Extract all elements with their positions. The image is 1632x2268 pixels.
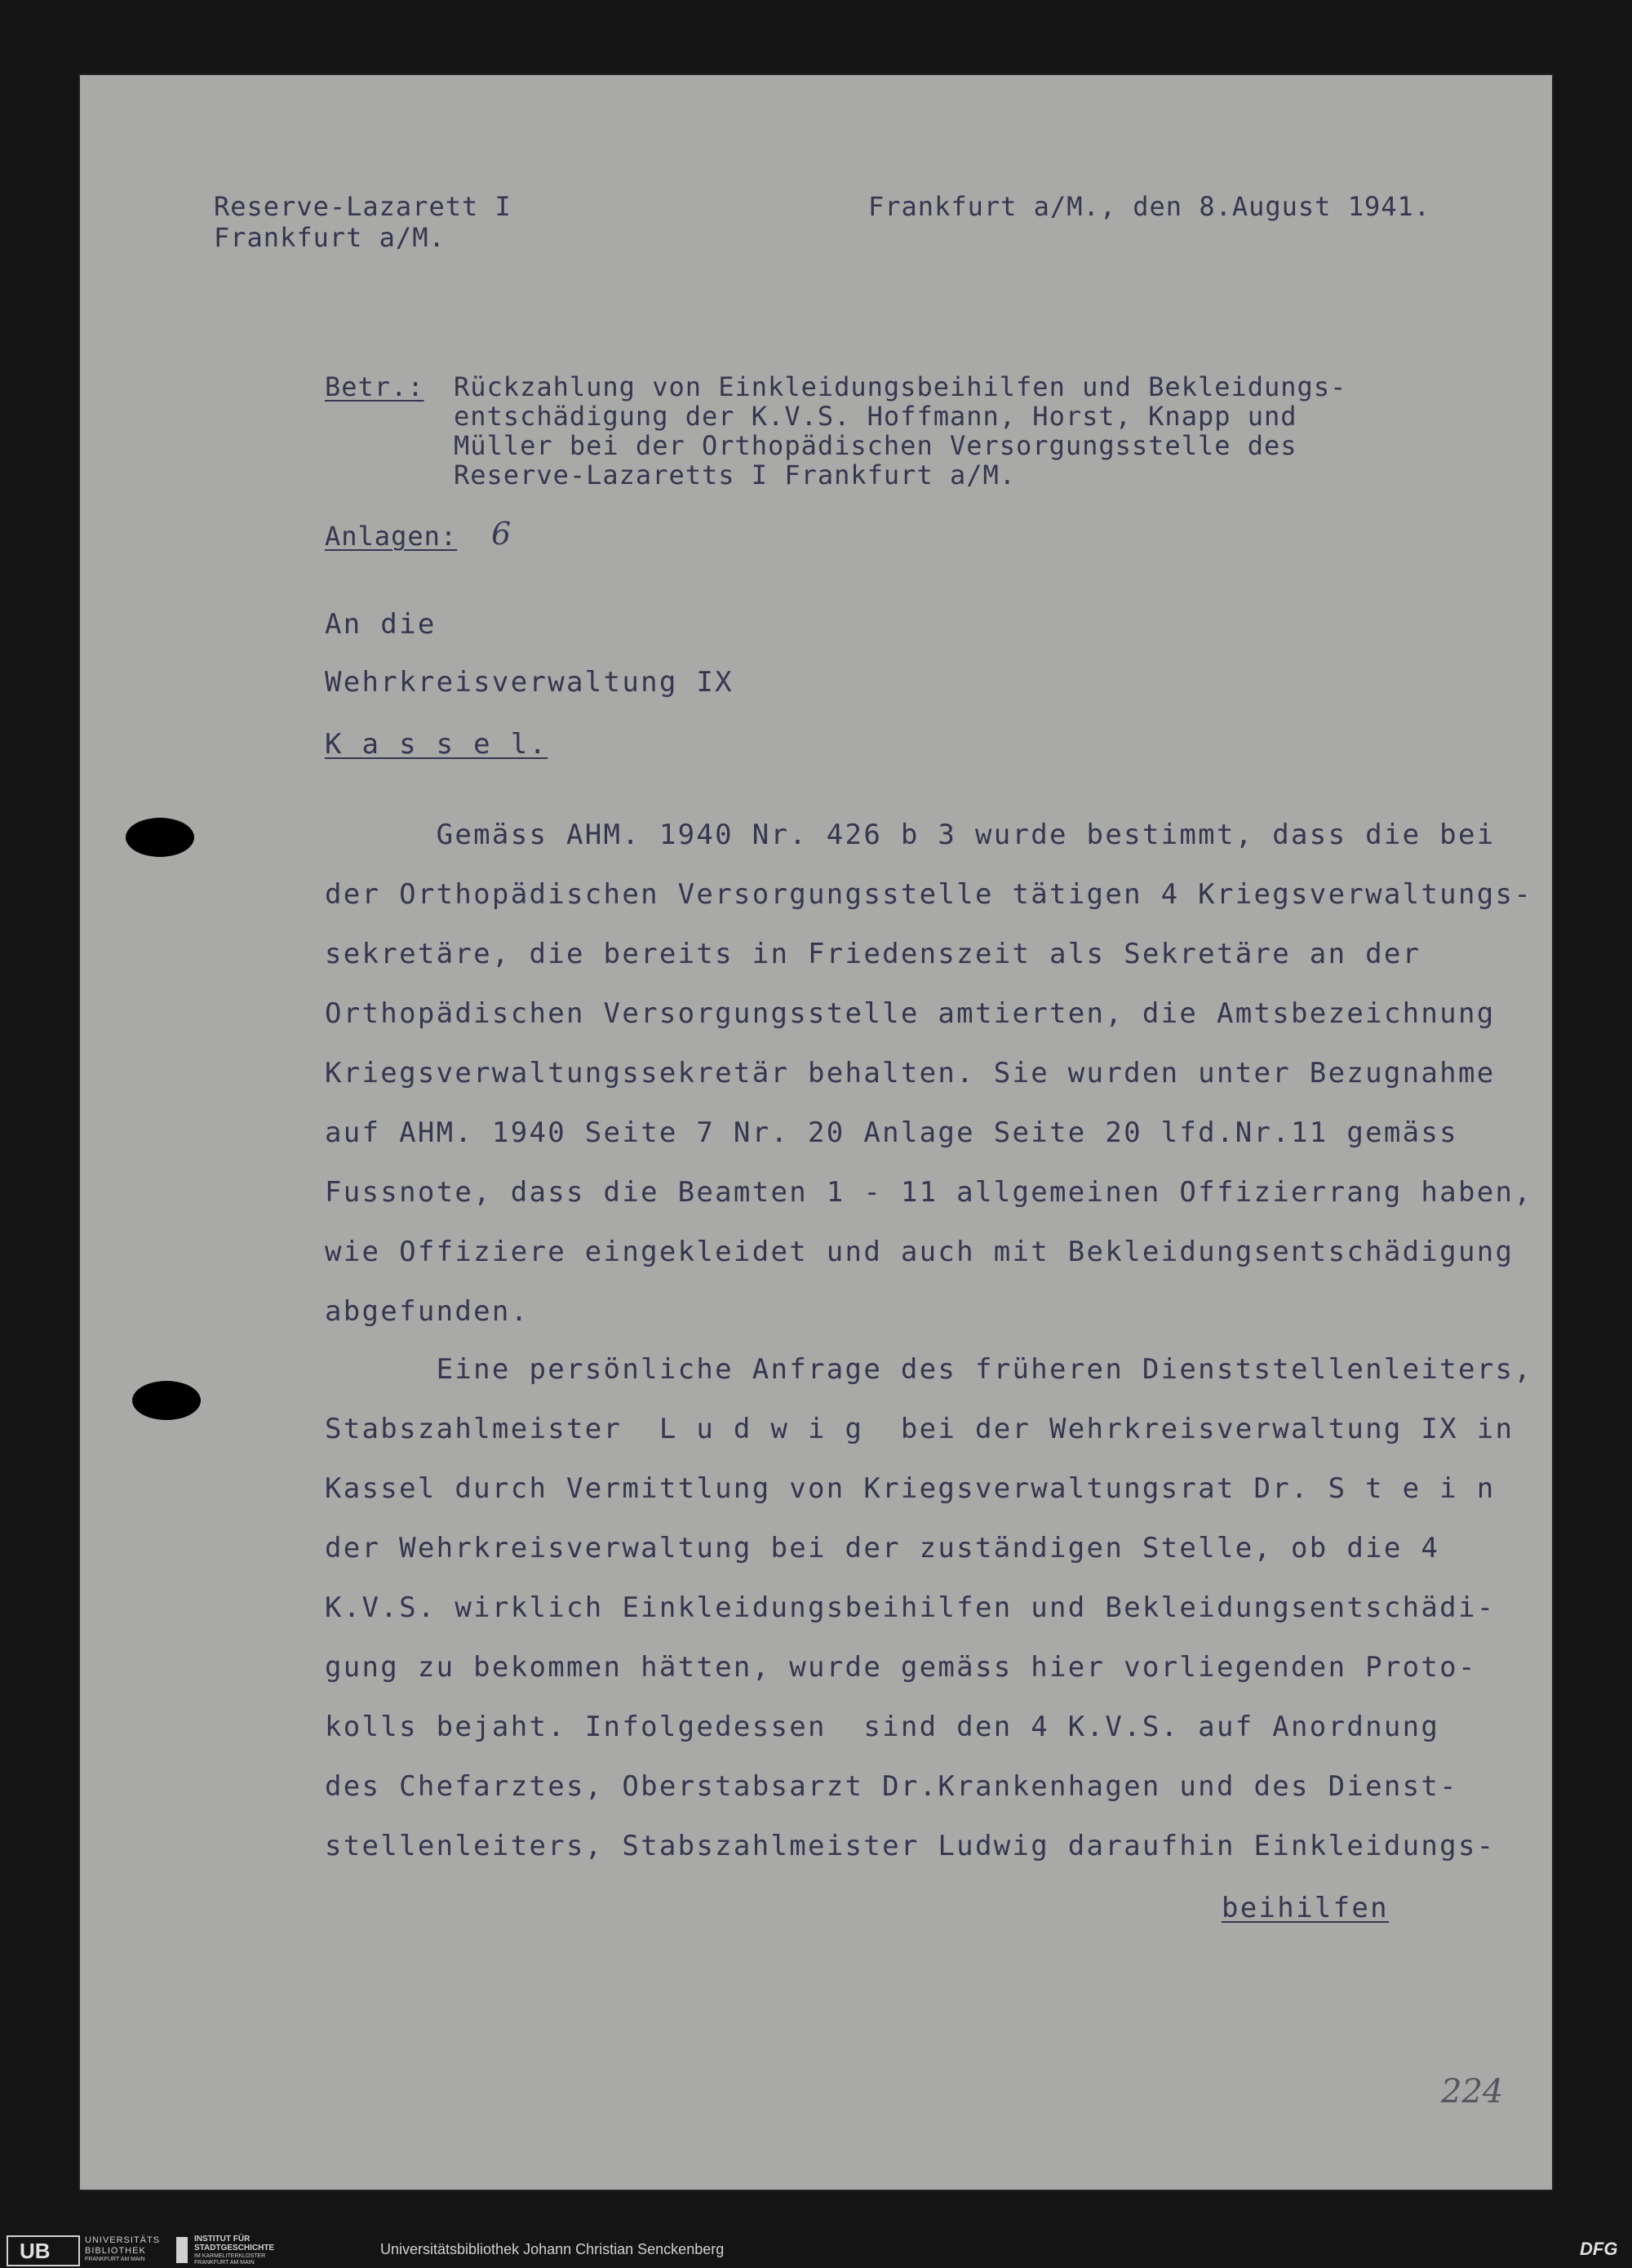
subject-line-4: Reserve-Lazaretts I Frankfurt a/M.	[454, 459, 1017, 490]
body-line-13: der Wehrkreisverwaltung bei der zuständigen Stelle, ob die 4	[325, 1532, 1440, 1565]
subject-line-2: entschädigung der K.V.S. Hoffmann, Horst, Knapp und	[454, 401, 1297, 432]
subject-line-3: Müller bei der Orthopädischen Versorgungsstelle des	[454, 430, 1297, 461]
institut-logo-bar	[176, 2237, 188, 2263]
credit-text: Universitätsbibliothek Johann Christian Senckenberg	[380, 2241, 725, 2257]
subject-label: Betr.:	[325, 371, 424, 402]
continuation-word: beihilfen	[1222, 1892, 1389, 1924]
body-line-18: stellenleiters, Stabszahlmeister Ludwig daraufhin Einkleidungs-	[325, 1830, 1496, 1862]
body-line-7: Fussnote, dass die Beamten 1 - 11 allgemeinen Offizierrang haben,	[325, 1176, 1533, 1209]
body-line-10: Eine persönliche Anfrage des früheren Dienststellenleiters,	[325, 1353, 1533, 1386]
sender-line-2: Frankfurt a/M.	[214, 222, 446, 253]
ub-logo-text-1: UNIVERSITÄTS	[85, 2235, 161, 2245]
footer-bar	[0, 2232, 1632, 2268]
body-line-14: K.V.S. wirklich Einkleidungsbeihilfen und Bekleidungsentschädi-	[325, 1591, 1496, 1624]
page-number: 224	[1441, 2073, 1504, 2110]
dfg-logo: DFG	[1580, 2239, 1618, 2259]
sender-line-1: Reserve-Lazarett I	[214, 191, 512, 222]
date-line: Frankfurt a/M., den 8.August 1941.	[868, 191, 1431, 222]
body-line-4: Orthopädischen Versorgungsstelle amtierten, die Amtsbezeichnung	[325, 997, 1496, 1030]
body-line-8: wie Offiziere eingekleidet und auch mit Bekleidungsentschädigung	[325, 1236, 1514, 1268]
body-line-5: Kriegsverwaltungssekretär behalten. Sie wurden unter Bezugnahme	[325, 1057, 1496, 1090]
ub-logo-text-2: BIBLIOTHEK	[85, 2246, 146, 2256]
body-line-17: des Chefarztes, Oberstabsarzt Dr.Krankenhagen und des Dienst-	[325, 1770, 1458, 1803]
attachments-label: Anlagen:	[325, 521, 458, 552]
body-line-9: abgefunden.	[325, 1295, 530, 1328]
body-line-11: Stabszahlmeister L u d w i g bei der Wehrkreisverwaltung IX in	[325, 1413, 1514, 1445]
subject-line-1: Rückzahlung von Einkleidungsbeihilfen und Bekleidungs-	[454, 371, 1347, 402]
body-line-6: auf AHM. 1940 Seite 7 Nr. 20 Anlage Seite 20 lfd.Nr.11 gemäss	[325, 1116, 1458, 1149]
ub-logo-letters: UB	[20, 2239, 51, 2263]
institut-logo-text-4: FRANKFURT AM MAIN	[194, 2260, 255, 2266]
attachments-value: 6	[491, 516, 512, 552]
ub-logo-text-3: FRANKFURT AM MAIN	[85, 2257, 145, 2262]
body-line-12: Kassel durch Vermittlung von Kriegsverwaltungsrat Dr. S t e i n	[325, 1472, 1496, 1505]
institut-logo-text-2: STADTGESCHICHTE	[194, 2244, 275, 2252]
recipient-line-3: K a s s e l.	[325, 728, 548, 761]
recipient-line-2: Wehrkreisverwaltung IX	[325, 666, 734, 699]
body-line-3: sekretäre, die bereits in Friedenszeit als Sekretäre an der	[325, 938, 1421, 970]
punch-hole-bottom	[132, 1381, 201, 1420]
institut-logo-text-1: INSTITUT FÜR	[194, 2235, 251, 2244]
institut-logo-text-3: IM KARMELITERKLOSTER	[194, 2253, 266, 2259]
body-line-15: gung zu bekommen hätten, wurde gemäss hier vorliegenden Proto-	[325, 1651, 1477, 1684]
body-line-1: Gemäss AHM. 1940 Nr. 426 b 3 wurde bestimmt, dass die bei	[325, 819, 1496, 851]
body-line-2: der Orthopädischen Versorgungsstelle tätigen 4 Kriegsverwaltungs-	[325, 878, 1533, 911]
recipient-line-1: An die	[325, 608, 437, 641]
ub-logo	[7, 2235, 80, 2266]
body-line-16: kolls bejaht. Infolgedessen sind den 4 K.V.S. auf Anordnung	[325, 1711, 1440, 1743]
punch-hole-top	[126, 818, 194, 857]
